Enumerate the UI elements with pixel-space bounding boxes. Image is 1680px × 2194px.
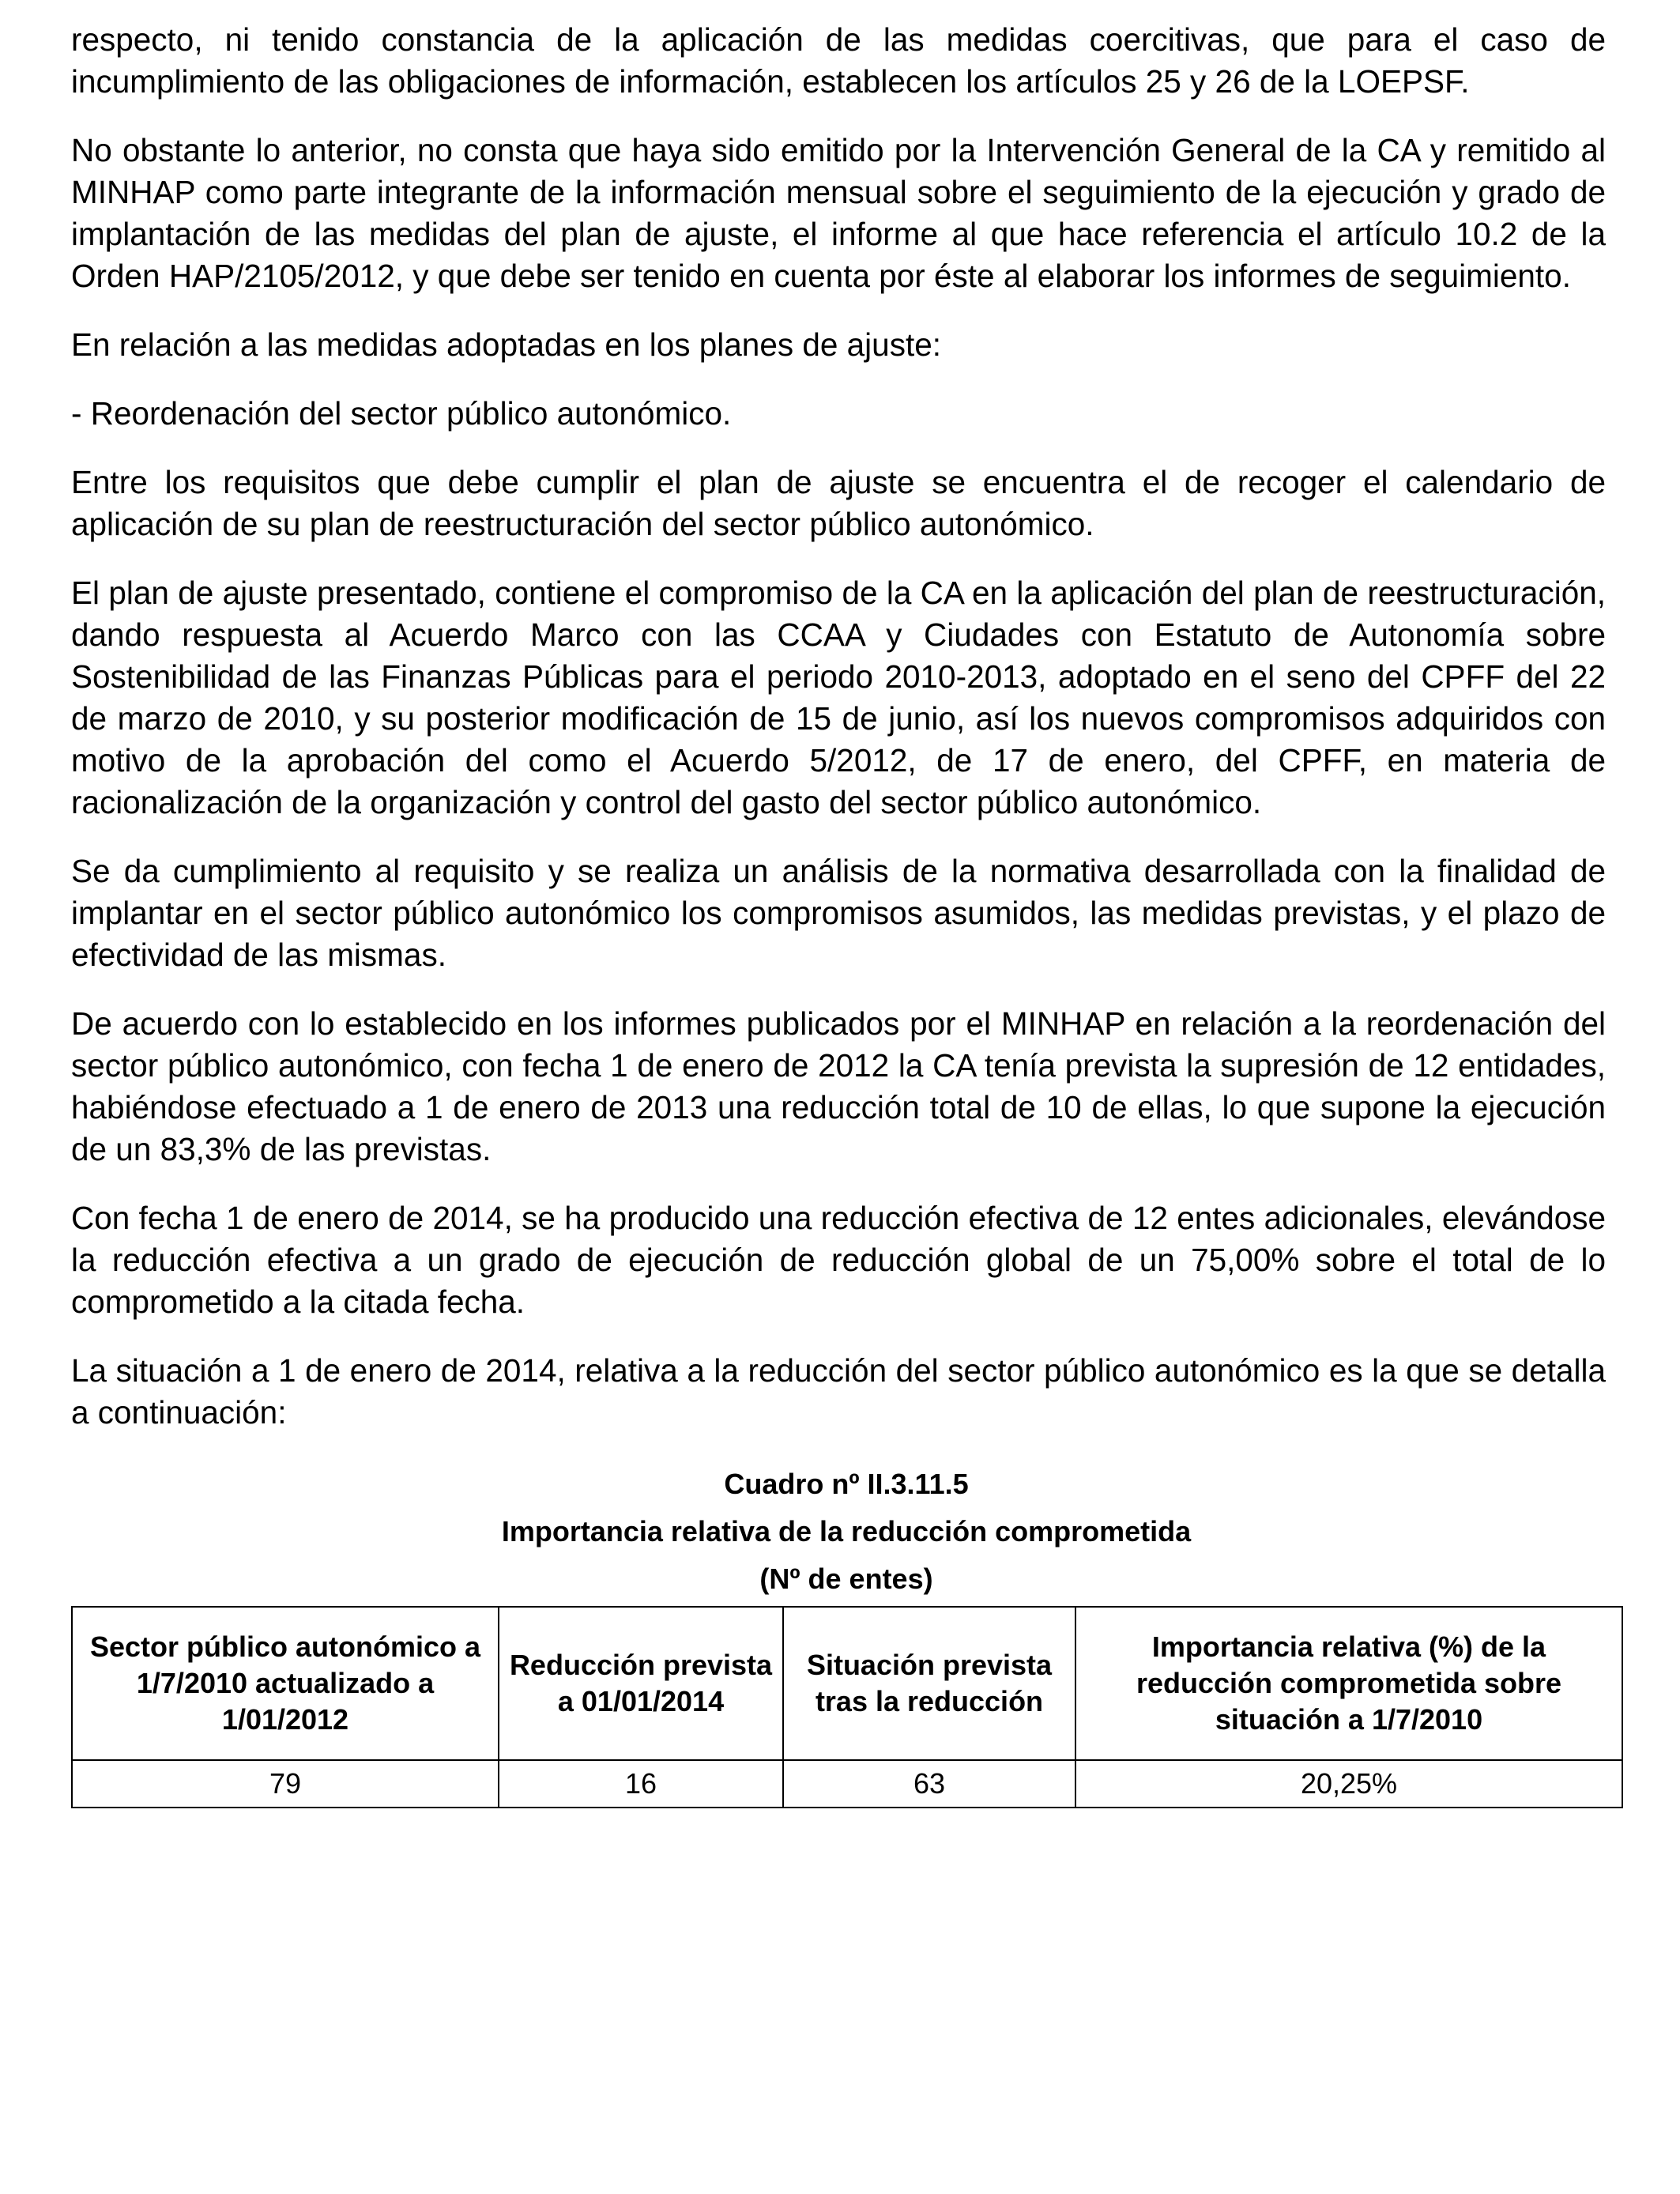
paragraph-7: Se da cumplimiento al requisito y se realiza un análisis de la normativa desarrollada con la finalidad de implantar en el sector público autonómico los compromisos asumidos, las medidas previstas, y el plazo de efectividad de las mismas. <box>71 853 1606 973</box>
paragraph-1: respecto, ni tenido constancia de la aplicación de las medidas coercitivas, que para el caso de incumplimiento de las obligaciones de información, establecen los artículos 25 y 26 de la LOEPSF. <box>71 21 1606 100</box>
table-caption <box>71 1461 1622 1603</box>
paragraph-2: No obstante lo anterior, no consta que haya sido emitido por la Intervención General de la CA y remitido al MINHAP como parte integrante de la información mensual sobre el seguimiento de la ejecución y grado de implantación de las medidas del plan de ajuste, el informe al que hace referencia el artículo 10.2 de la Orden HAP/2105/2012, y que debe ser tenido en cuenta por éste al elaborar los informes de seguimiento. <box>71 132 1606 294</box>
paragraph-5: Entre los requisitos que debe cumplir el plan de ajuste se encuentra el de recoger el calendario de aplicación de su plan de reestructuración del sector público autonómico. <box>71 464 1606 542</box>
cell-importancia-relativa: 20,25% <box>1075 1760 1622 1808</box>
paragraph-3: En relación a las medidas adoptadas en los planes de ajuste: <box>71 326 941 363</box>
paragraph-10: La situación a 1 de enero de 2014, relativa a la reducción del sector público autonómico es la que se detalla a continuación: <box>71 1352 1606 1431</box>
cell-situacion-prevista: 63 <box>783 1760 1075 1808</box>
paragraph-9: Con fecha 1 de enero de 2014, se ha producido una reducción efectiva de 12 entes adicionales, elevándose la reducción efectiva a un grado de ejecución de reducción global de un 75,00% sobre el total de lo comprometido a la citada fecha. <box>71 1200 1606 1320</box>
paragraph-8: De acuerdo con lo establecido en los informes publicados por el MINHAP en relación a la reordenación del sector público autonómico, con fecha 1 de enero de 2012 la CA tenía prevista la supresión de 12 entidades, habiéndose efectuado a 1 de enero de 2013 una reducción total de 10 de ellas, lo que supone la ejecución de un 83,3% de las previstas. <box>71 1005 1606 1167</box>
header-reduccion-prevista: Reducción prevista a 01/01/2014 <box>499 1607 783 1760</box>
table-header-row <box>72 1607 1622 1760</box>
paragraph-6: El plan de ajuste presentado, contiene el compromiso de la CA en la aplicación del plan de reestructuración, dando respuesta al Acuerdo Marco con las CCAA y Ciudades con Estatuto de Autonomía sobre Sostenibilidad de las Finanzas Públicas para el periodo 2010-2013, adoptado en el seno del CPFF del 22 de marzo de 2010, y su posterior modificación de 15 de junio, así los nuevos compromisos adquiridos con motivo de la aprobación del como el Acuerdo 5/2012, de 17 de enero, del CPFF, en materia de racionalización de la organización y control del gasto del sector público autonómico. <box>71 575 1606 820</box>
header-situacion-prevista: Situación prevista tras la reducción <box>783 1607 1075 1760</box>
table-unit: (Nº de entes) <box>759 1563 933 1595</box>
cell-reduccion-prevista: 16 <box>499 1760 783 1808</box>
reduction-table <box>71 1606 1623 1808</box>
table-row <box>72 1760 1622 1808</box>
cell-sector-publico: 79 <box>72 1760 499 1808</box>
document-page <box>71 19 1606 1808</box>
paragraph-4: - Reordenación del sector público autonómico. <box>71 395 732 432</box>
header-importancia-relativa: Importancia relativa (%) de la reducción comprometida sobre situación a 1/7/2010 <box>1075 1607 1622 1760</box>
header-sector-publico: Sector público autonómico a 1/7/2010 actualizado a 1/01/2012 <box>72 1607 499 1760</box>
table-title: Importancia relativa de la reducción comprometida <box>501 1515 1192 1547</box>
table-number: Cuadro nº II.3.11.5 <box>724 1468 969 1500</box>
